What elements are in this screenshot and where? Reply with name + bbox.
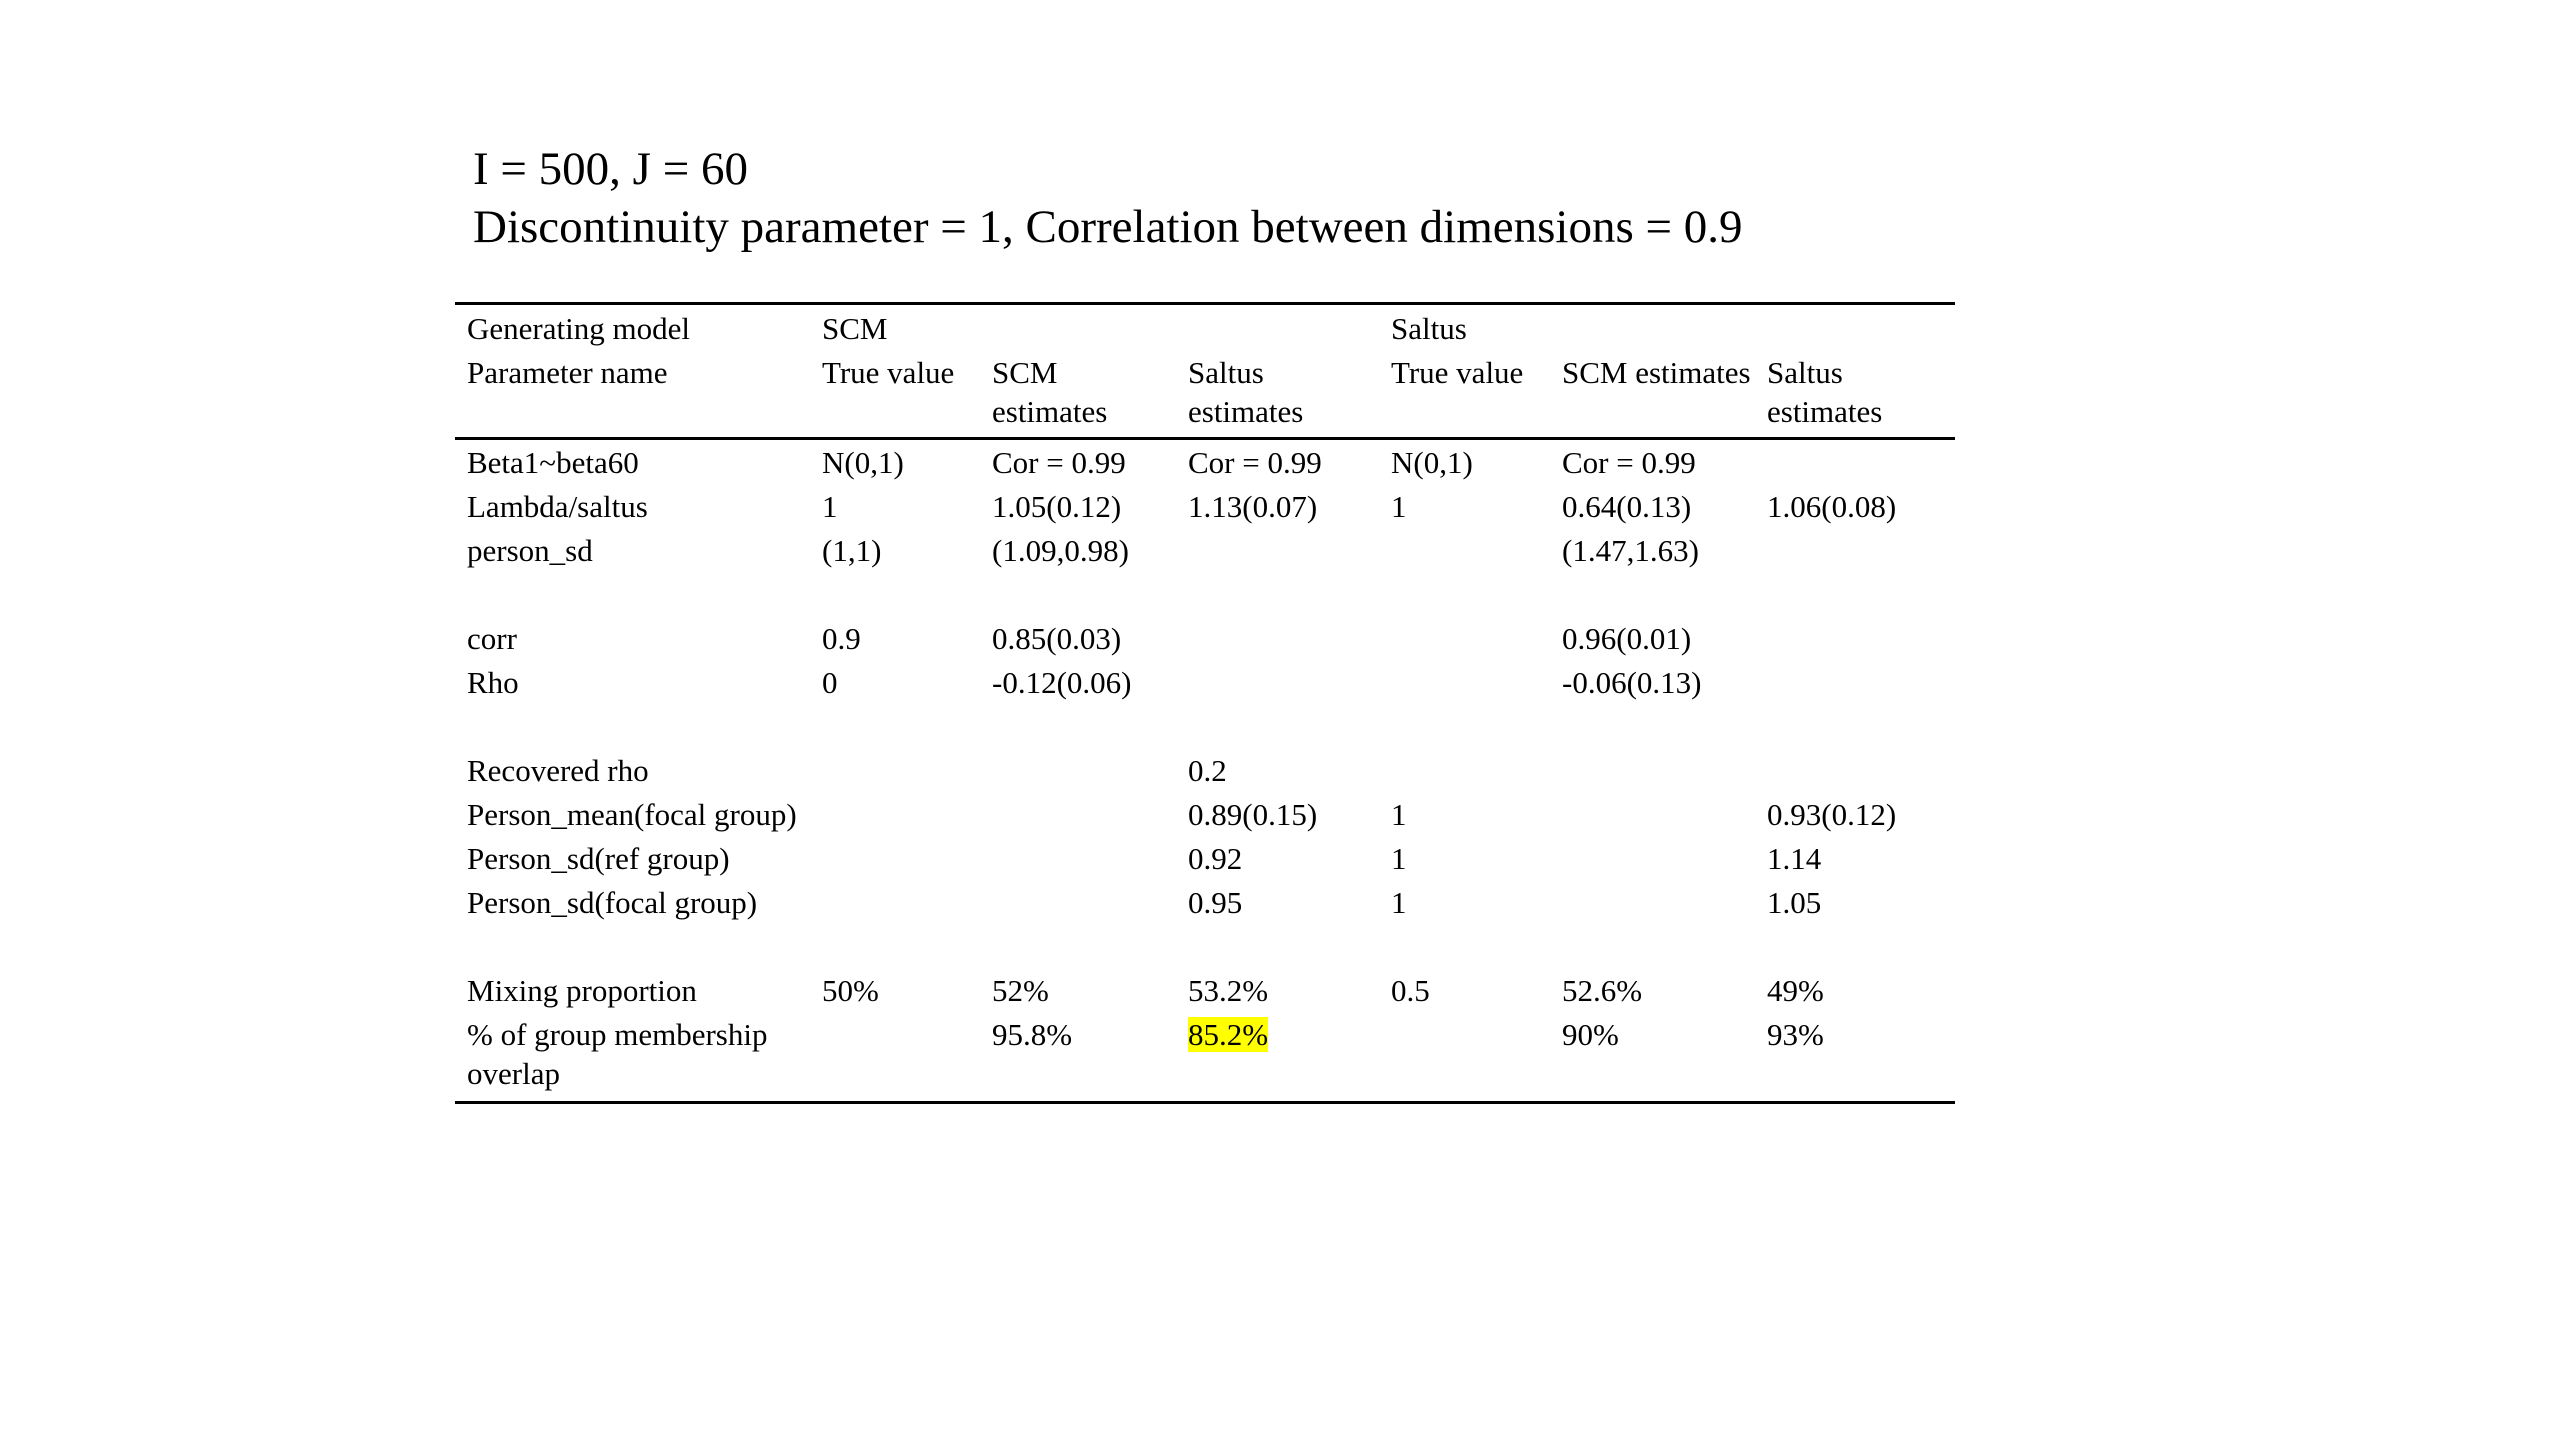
table-cell: 1.14 [1767,841,1822,876]
table-cell: % of group membership overlap [455,1015,810,1103]
table-cell [1176,663,1379,707]
spacer-row [455,707,1955,751]
table-cell: 0.95 [1188,885,1243,920]
table-cell: Recovered rho [467,753,649,788]
table-row [455,1015,1955,1103]
table-cell: 0.2 [1188,753,1227,788]
header-generating-model: Generating model [455,304,810,349]
table-cell [1379,619,1550,663]
table-cell: 1.05 [1767,885,1822,920]
table-cell [1176,1015,1379,1103]
table-cell: 0.92 [1188,841,1243,876]
table-cell: Rho [467,665,519,700]
column-header: True value [1379,348,1550,439]
table-cell: Person_sd(focal group) [467,885,758,920]
table-cell [1176,619,1379,663]
column-header: SCM estimates [980,348,1176,439]
table-row [455,971,1955,1015]
table-cell: 0.93(0.12) [1767,797,1897,832]
header-row-generating-model [455,304,1955,349]
header-group-scm: SCM [810,304,1379,349]
table-cell: (1.09,0.98) [992,533,1129,568]
table-cell [810,839,980,883]
table-cell: -0.12(0.06) [992,665,1132,700]
spacer-row [455,575,1955,619]
table-cell: 52% [992,973,1049,1008]
table-cell: 0.96(0.01) [1562,621,1692,656]
table-cell [1755,663,1955,707]
table-cell [1176,531,1379,575]
table-row [455,839,1955,883]
table-cell: 50% [822,973,879,1008]
table-cell: 1 [1391,797,1407,832]
table-cell: 49% [1767,973,1824,1008]
table-cell: 0.64(0.13) [1562,489,1692,524]
table-cell [980,883,1176,927]
table-cell: -0.06(0.13) [1562,665,1702,700]
table-cell [980,751,1176,795]
table-cell [1755,531,1955,575]
table-cell: Cor = 0.99 [1562,445,1696,480]
highlighted-value: 85.2% [1188,1017,1269,1052]
table-row [455,487,1955,531]
column-header: Saltus estimates [1755,348,1955,439]
table-cell: 1 [1391,841,1407,876]
table-cell [1550,883,1755,927]
table-cell: (1,1) [822,533,882,568]
table-cell [1379,531,1550,575]
table-cell: 52.6% [1562,973,1643,1008]
table-cell [1379,1015,1550,1103]
table-cell [810,1015,980,1103]
table-cell: corr [467,621,517,656]
table-cell: 90% [1550,1015,1755,1103]
column-header: SCM estimates [1550,348,1755,439]
table-cell [1379,663,1550,707]
table-cell: person_sd [467,533,593,568]
table-cell: Beta1~beta60 [467,445,639,480]
results-table [455,302,1955,1104]
table-cell [1379,751,1550,795]
table-cell: (1.47,1.63) [1562,533,1699,568]
table-row [455,531,1955,575]
table-cell: 1.06(0.08) [1767,489,1897,524]
table-cell: Mixing proportion [467,973,697,1008]
table-cell: N(0,1) [822,445,904,480]
table-row [455,795,1955,839]
table-cell: Person_sd(ref group) [467,841,730,876]
table-cell: 0 [822,665,838,700]
table-cell [1755,439,1955,488]
table-row [455,883,1955,927]
table-cell: 0.9 [822,621,861,656]
table-cell [1550,795,1755,839]
column-header: Parameter name [455,348,810,439]
table-cell: Lambda/saltus [467,489,648,524]
table-cell: 0.85(0.03) [992,621,1122,656]
table-cell: 0.5 [1391,973,1430,1008]
heading-line-sample-size: I = 500, J = 60 [473,143,748,195]
table-cell [810,751,980,795]
heading-line-conditions: Discontinuity parameter = 1, Correlation between dimensions = 0.9 [473,201,1743,253]
table-cell [1755,751,1955,795]
table-cell: 95.8% [980,1015,1176,1103]
table-row [455,619,1955,663]
table-cell: 1.05(0.12) [992,489,1122,524]
column-header: True value [810,348,980,439]
table-cell [810,883,980,927]
table-cell: 1 [1391,489,1407,524]
table-cell: 1 [822,489,838,524]
table-cell: 93% [1755,1015,1955,1103]
table-cell [980,839,1176,883]
table-cell: Cor = 0.99 [1188,445,1322,480]
table-cell: 53.2% [1188,973,1269,1008]
table-cell [980,795,1176,839]
table-cell [810,795,980,839]
table-cell: N(0,1) [1391,445,1473,480]
header-row-columns [455,348,1955,439]
table-row [455,439,1955,488]
table-cell [1550,839,1755,883]
table-cell: 1.13(0.07) [1188,489,1318,524]
table-row [455,751,1955,795]
table-cell: Person_mean(focal group) [467,797,797,832]
table-cell: 1 [1391,885,1407,920]
column-header: Saltus estimates [1176,348,1379,439]
table-cell [1550,751,1755,795]
table-row [455,663,1955,707]
table-cell: 0.89(0.15) [1188,797,1318,832]
table-heading [473,140,1743,256]
table-cell [1755,619,1955,663]
spacer-row [455,927,1955,971]
table-cell: Cor = 0.99 [992,445,1126,480]
header-group-saltus: Saltus [1379,304,1955,349]
